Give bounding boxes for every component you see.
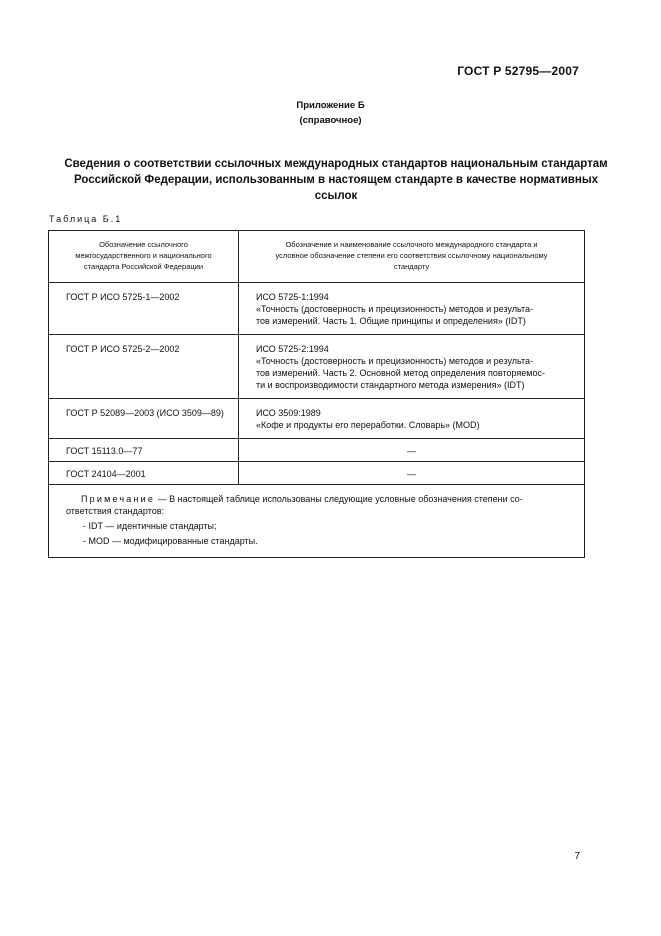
national-standard-cell: ГОСТ Р 52089—2003 (ИСО 3509—89)	[49, 399, 239, 439]
table-row	[49, 335, 585, 399]
note-first-line	[66, 493, 574, 505]
national-standard-cell: ГОСТ Р ИСО 5725-2—2002	[49, 335, 239, 399]
cell-line: тов измерений. Часть 1. Общие принципы и определения» (IDT)	[256, 316, 526, 326]
heading-line: ссылок	[314, 190, 358, 202]
column-header-international	[239, 231, 585, 283]
table-row	[49, 283, 585, 335]
column-header-national	[49, 231, 239, 283]
heading-line: Сведения о соответствии ссылочных международных стандартов национальным стандартам	[64, 158, 608, 170]
appendix-title: Приложение Б	[296, 100, 365, 111]
note-label: Примечание	[81, 494, 156, 504]
page-number: 7	[574, 851, 580, 862]
table-header-row	[49, 231, 585, 283]
appendix-subtitle: (справочное)	[299, 115, 362, 126]
note-item: - MOD — модифицированные стандарты.	[83, 536, 258, 546]
cell-line: «Точность (достоверность и прецизионность) методов и результа-	[256, 304, 534, 314]
cell-line: ИСО 5725-2:1994	[256, 344, 329, 354]
table-row	[49, 439, 585, 462]
heading-line: Российской Федерации, использованным в настоящем стандарте в качестве нормативных	[73, 174, 599, 186]
international-standard-cell	[239, 335, 585, 399]
header-line: стандарта Российской Федерации	[83, 262, 204, 271]
header-line: условное обозначение степени его соответствия ссылочному национальному	[275, 251, 548, 260]
appendix-block	[0, 98, 661, 128]
standards-table	[48, 230, 585, 558]
national-standard-cell: ГОСТ 24104—2001	[49, 462, 239, 485]
national-standard-cell: ГОСТ Р ИСО 5725-1—2002	[49, 283, 239, 335]
table-note-row	[49, 485, 585, 558]
international-standard-cell	[239, 283, 585, 335]
table-row	[49, 399, 585, 439]
cell-line: тов измерений. Часть 2. Основной метод определения повторяемос-	[256, 368, 545, 378]
table-caption: Таблица Б.1	[49, 214, 123, 224]
table-note	[49, 485, 585, 558]
header-line: стандарту	[393, 262, 430, 271]
header-line: Обозначение и наименование ссылочного международного стандарта и	[285, 240, 538, 249]
section-heading	[60, 156, 612, 204]
note-text: — В настоящей таблице использованы следующие условные обозначения степени со-	[155, 494, 523, 504]
international-standard-cell: —	[239, 462, 585, 485]
cell-line: «Кофе и продукты его переработки. Словарь» (MOD)	[256, 420, 480, 430]
cell-line: ИСО 3509:1989	[256, 408, 321, 418]
note-text-continued: ответствия стандартов:	[66, 506, 165, 516]
document-code: ГОСТ Р 52795—2007	[457, 64, 579, 78]
cell-line: ИСО 5725-1:1994	[256, 292, 329, 302]
header-line: межгосударственного и национального	[75, 251, 212, 260]
national-standard-cell: ГОСТ 15113.0—77	[49, 439, 239, 462]
header-line: Обозначение ссылочного	[99, 240, 188, 249]
note-item: - IDT — идентичные стандарты;	[83, 521, 217, 531]
international-standard-cell	[239, 399, 585, 439]
cell-line: «Точность (достоверность и прецизионность) методов и результа-	[256, 356, 534, 366]
cell-line: ти и воспроизводимости стандартного метода измерения» (IDT)	[256, 380, 525, 390]
international-standard-cell: —	[239, 439, 585, 462]
table-row	[49, 462, 585, 485]
